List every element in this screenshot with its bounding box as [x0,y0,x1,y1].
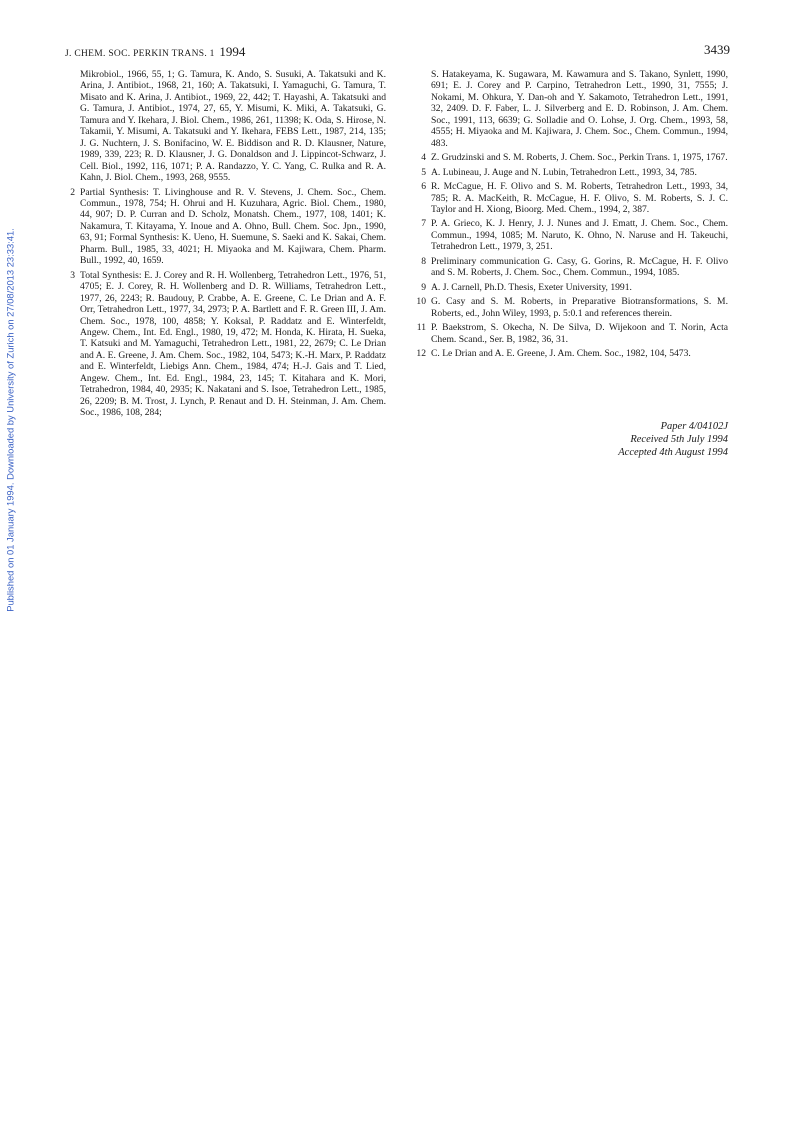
reference-number: 5 [421,166,426,178]
reference-item [414,322,728,345]
accepted-date: Accepted 4th August 1994 [618,447,728,458]
reference-item [414,181,728,215]
reference-text: P. A. Grieco, K. J. Henry, J. J. Nunes and J. Ematt, J. Chem. Soc., Chem. Commun., 1994, 1085; M. Naruto, K. Ohno, N. Naruse and H. Takeuchi, Tetrahedron Lett., 1979, 3, 251. [431,218,728,253]
reference-text: A. J. Carnell, Ph.D. Thesis, Exeter University, 1991. [431,281,632,293]
reference-item [414,218,728,252]
references-right-column [414,69,728,359]
reference-item [414,282,728,293]
running-header [65,44,245,60]
reference-text: S. Hatakeyama, K. Sugawara, M. Kawamura and S. Takano, Synlett, 1990, 691; E. J. Corey and P. Carpino, Tetrahedron Lett., 1990, 31, 7555; J. Nokami, M. Ohkura, Y. Dan-oh and Y. Sakamoto, Tetrahedron Lett., 1991, 32, 2409. D. F. Faber, L. J. Silverberg and E. D. Robinson, J. Am. Chem. Soc., 1991, 113, 6639; G. Solladie and O. Lohse, J. Org. Chem., 1993, 58, 4555; H. Miyaoka and M. Kajiwara, J. Chem. Soc., Chem. Commun., 1994, 483. [431,69,728,149]
reference-number: 12 [416,347,426,359]
reference-item [63,270,386,419]
reference-continuation [414,69,728,149]
reference-item [414,296,728,319]
reference-text: Z. Grudzinski and S. M. Roberts, J. Chem. Soc., Perkin Trans. 1, 1975, 1767. [431,152,728,164]
reference-text: Preliminary communication G. Casy, G. Gorins, R. McCague, H. F. Olivo and S. M. Roberts, J. Chem. Soc., Chem. Commun., 1994, 1085. [431,255,728,279]
reference-item [414,152,728,163]
reference-number: 2 [70,186,75,198]
reference-item [414,348,728,359]
reference-item [414,167,728,178]
reference-number: 10 [416,296,426,308]
reference-number: 11 [416,322,426,334]
reference-text: P. Baekstrom, S. Okecha, N. De Silva, D. Wijekoon and T. Norin, Acta Chem. Scand., Ser. B, 1982, 36, 31. [431,322,728,345]
download-watermark-text: Published on 01 January 1994. Downloaded by University of Zurich on 27/08/2013 23:33:41. [4,228,16,612]
reference-number: 3 [70,269,75,281]
reference-text: G. Casy and S. M. Roberts, in Preparative Biotransformations, S. M. Roberts, ed., John Wiley, 1993, p. 5:0.1 and references therein. [431,296,728,319]
reference-continuation [63,69,386,184]
reference-text: C. Le Drian and A. E. Greene, J. Am. Chem. Soc., 1982, 104, 5473. [431,347,691,359]
paper-history [618,420,728,459]
page-number: 3439 [704,42,730,57]
references-left-column [63,69,386,419]
reference-text: Partial Synthesis: T. Livinghouse and R. V. Stevens, J. Chem. Soc., Chem. Commun., 1978, 754; H. Ohrui and H. Kuzuhara, Agric. Biol. Chem., 1980, 44, 907; D. P. Curran and D. Scholz, Monatsh. Chem., 1977, 108, 1401; K. Nakamura, T. Kitayama, Y. Inoue and A. Ohno, Bull. Chem. Soc. Jpn., 1990, 63, 91; Formal Synthesis: K. Ueno, H. Suemune, S. Saeki and K. Sakai, Chem. Pharm. Bull., 1985, 33, 4021; H. Miyaoka and M. Kajiwara, Chem. Pharm. Bull., 1992, 40, 1659. [80,186,386,267]
reference-item [63,187,386,267]
paper-id: Paper 4/04102J [660,421,728,432]
reference-number: 7 [421,218,426,230]
reference-number: 9 [421,281,426,293]
reference-text: A. Lubineau, J. Auge and N. Lubin, Tetrahedron Lett., 1993, 34, 785. [431,166,697,178]
reference-text: R. McCague, H. F. Olivo and S. M. Roberts, Tetrahedron Lett., 1993, 34, 785; R. A. MacKeith, R. McCague, H. F. Olivo, S. M. Roberts, S. J. C. Taylor and H. Xiong, Bioorg. Med. Chem., 1994, 2, 387. [431,181,728,215]
journal-year: 1994 [219,44,246,59]
reference-number: 6 [421,181,426,193]
reference-text: Total Synthesis: E. J. Corey and R. H. Wollenberg, Tetrahedron Lett., 1976, 51, 4705; E. J. Corey, R. H. Wollenberg and D. R. Williams, Tetrahedron Lett., 1977, 26, 2243; R. Baudouy, P. Crabbe, A. E. Greene, C. Le Drian and A. F. Orr, Tetrahedron Lett., 1977, 34, 2973; P. A. Bartlett and F. R. Green III, J. Am. Chem. Soc., 1978, 100, 4858; Y. Koksal, P. Raddatz and E. Winterfeldt, Angew. Chem., Int. Ed. Engl., 1980, 19, 472; M. Honda, K. Hirata, H. Sueka, T. Katsuki and M. Yamaguchi, Tetrahedron Lett., 1981, 22, 2679; C. Le Drian and A. E. Greene, J. Am. Chem. Soc., 1982, 104, 5473; K.-H. Marx, P. Raddatz and E. Winterfeldt, Liebigs Ann. Chem., 1984, 474; H.-J. Gais and T. Lied, Angew. Chem., Int. Ed. Engl., 1984, 23, 145; T. Kitahara and K. Mori, Tetrahedron, 1984, 40, 2935; K. Nakatani and S. Isoe, Tetrahedron Lett., 1985, 26, 2209; B. M. Trost, J. Lynch, P. Renaut and D. H. Steinman, J. Am. Chem. Soc., 1986, 108, 284; [80,269,386,419]
download-watermark [3,170,17,670]
reference-number: 4 [421,152,426,164]
reference-number: 8 [421,255,426,267]
reference-item [414,256,728,279]
reference-text: Mikrobiol., 1966, 55, 1; G. Tamura, K. Ando, S. Susuki, A. Takatsuki and K. Arina, J. Antibiot., 1968, 21, 160; A. Takatsuki, I. Yamaguchi, G. Tamura, T. Misato and K. Arina, J. Antibiot., 1969, 22, 442; T. Hayashi, A. Takatsuki and G. Tamura, J. Antibiot., 1974, 27, 65, Y. Misumi, K. Miki, A. Takatsuki, G. Tamura and Y. Ikehara, J. Biol. Chem., 1986, 261, 11398; K. Oda, S. Hirose, N. Takamii, Y. Misumi, A. Takatsuki and Y. Ikehara, FEBS Lett., 1987, 214, 135; J. G. Nuchtern, J. S. Bonifacino, W. E. Biddison and R. D. Klausner, Nature, 1989, 339, 223; R. D. Klausner, J. G. Donaldson and J. Lippincot-Schwarz, J. Cell. Biol., 1992, 116, 1071; P. A. Randazzo, Y. C. Yang, C. Rulka and R. A. Kahn, J. Biol. Chem., 1993, 268, 9555. [80,69,386,184]
journal-name: J. CHEM. SOC. PERKIN TRANS. 1 [65,49,215,59]
received-date: Received 5th July 1994 [630,434,728,445]
